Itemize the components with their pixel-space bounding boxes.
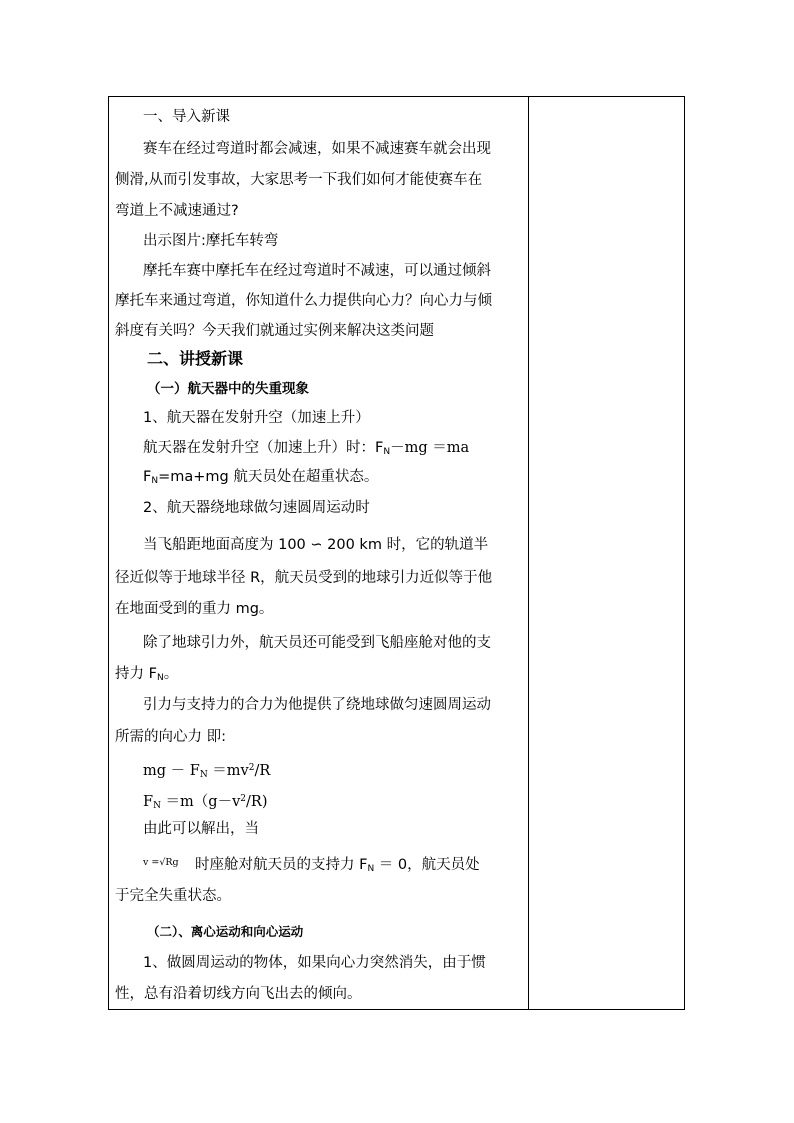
paragraph: 由此可以解出，当 [143,821,259,837]
paragraph: 弯道上不减速通过? [115,203,239,219]
equation: $F_N =m(g-v^2/R)$ [143,794,268,811]
equation: 航天器在发射升空（加速上升）时：$F_N-mg =ma$ [143,440,470,457]
paragraph: 1、航天器在发射升空（加速上升） [143,410,370,426]
paragraph: 性，总有沿着切线方向飞出去的倾向。 [115,986,362,1002]
equation: $F_N=ma+mg$ 航天员处在超重状态。 [143,469,379,486]
paragraph: 引力与支持力的合力为他提供了绕地球做匀速圆周运动 [143,697,491,713]
paragraph: 1、做圆周运动的物体，如果向心力突然消失，由于惯 [143,955,486,971]
lesson-table [108,96,685,1010]
paragraph: 斜度有关吗？今天我们就通过实例来解决这类问题 [115,323,434,339]
subsection-heading: （二）、离心运动和向心运动 [147,924,304,939]
paragraph: 持力 $F_N$。 [115,666,179,683]
notes-column [529,97,684,1009]
equation: mg － $F_N =mv^2/R$ [143,763,271,780]
paragraph: 所需的向心力 即: [115,729,226,745]
paragraph: 赛车在经过弯道时都会减速，如果不减速赛车就会出现 [143,141,491,157]
paragraph: 摩托车来通过弯道，你知道什么力提供向心力？向心力与倾 [115,293,492,309]
paragraph: 出示图片:摩托车转弯 [143,233,279,249]
section2-heading: 二、讲授新课 [147,349,244,368]
subsection-heading: （一）航天器中的失重现象 [147,381,309,397]
paragraph: 当飞船距地面高度为 100 ∽ 200 km 时，它的轨道半 [143,537,489,553]
paragraph: 时座舱对航天员的支持力 $F_N = 0$，航天员处 [195,857,480,874]
paragraph: 除了地球引力外，航天员还可能受到飞船座舱对他的支 [143,635,491,651]
paragraph: 2、航天器绕地球做匀速圆周运动时 [143,500,370,516]
paragraph: 摩托车赛中摩托车在经过弯道时不减速，可以通过倾斜 [143,263,491,279]
paragraph: 在地面受到的重力 mg。 [115,601,274,617]
section1-heading: 一、导入新课 [143,109,230,125]
paragraph: 侧滑,从而引发事故，大家思考一下我们如何才能使赛车在 [115,172,483,188]
paragraph: 径近似等于地球半径 R，航天员受到的地球引力近似等于他 [115,570,493,586]
paragraph: 于完全失重状态。 [115,888,231,904]
formula-v-sqrt-rg: v =√Rg [143,857,179,868]
